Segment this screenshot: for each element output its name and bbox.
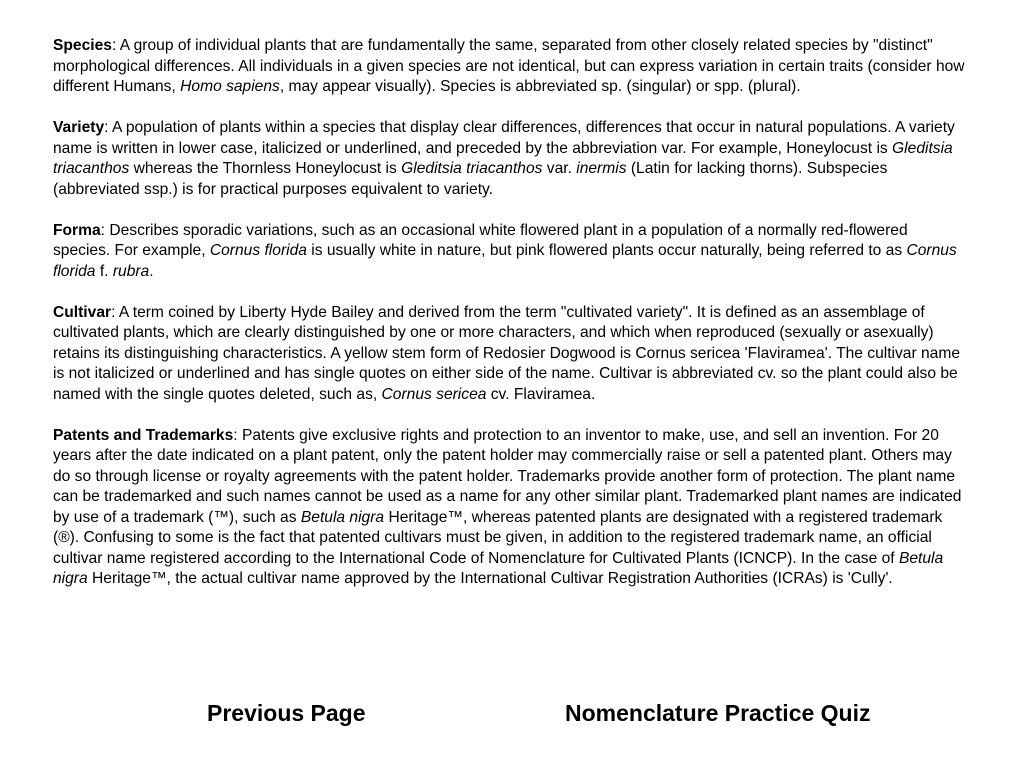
variety-definition: [53, 118, 965, 200]
term-forma: Forma: [53, 221, 101, 239]
previous-page-link[interactable]: Previous Page: [207, 700, 366, 726]
term-cultivar: Cultivar: [53, 303, 112, 321]
cultivar-definition: [53, 303, 965, 406]
definition-body: : A term coined by Liberty Hyde Bailey and derived from the term "cultivated variety". It is defined as an assemblage of cultivated plants, which are clearly distinguished by one or more characters, and which when reproduced (sexually or asexually) retains its distinguishing characteristics. A yellow stem form of Redosier Dogwood is Cornus sericea 'Flaviramea'. The cultivar name is not italicized or underlined and has single quotes on either side of the name. Cultivar is abbreviated cv. so the plant could also be named with the single quotes deleted, such as, Cornus sericea cv. Flaviramea.: [53, 303, 961, 403]
italic-scientific-name: Homo sapiens: [180, 78, 280, 95]
term-species: Species: [53, 37, 112, 54]
definition-body: : A population of plants within a species that display clear differences, differences that occur in natural populations. A variety name is written in lower case, italicized or underlined, and preceded by the abbreviation var. For example, Honeylocust is Gleditsia triacanthos whereas the Thornless Honeylocust is Gleditsia triacanthos var. inermis (Latin for lacking thorns). Subspecies (abbreviated ssp.) is for practical purposes equivalent to variety.: [53, 119, 955, 198]
italic-scientific-name: Betula nigra: [300, 508, 385, 526]
italic-scientific-name: Cornus florida: [209, 242, 307, 259]
page-navigation: [0, 700, 1024, 730]
forma-definition: [53, 221, 965, 283]
italic-scientific-name: rubra: [112, 262, 150, 280]
definition-body: : Describes sporadic variations, such as an occasional white flowered plant in a population of a normally red-flowered species. For example, Cornus florida is usually white in nature, but pink flowered plants occur naturally, being referred to as Cornus florida f. rubra.: [53, 221, 957, 280]
definition-body: : Patents give exclusive rights and protection to an inventor to make, use, and sell an invention. For 20 years after the date indicated on a plant patent, only the patent holder may commercially raise or sell a patented plant. Others may do so through license or royalty agreements with the patent holder. Trademarks provide another form of protection. The plant name can be trademarked and such names cannot be used as a name for any other similar plant. Trademarked plant names are indicated by use of a trademark (™), such as Betula nigra Heritage™, whereas patented plants are designated with a registered trademark (®). Confusing to some is the fact that patented cultivars must be given, in addition to the registered trademark name, an official cultivar name registered according to the International Code of Nomenclature for Cultivated Plants (ICNCP). In the case of Betula nigra Heritage™, the actual cultivar name approved by the International Cultivar Registration Authorities (ICRAs) is 'Cully'.: [53, 426, 962, 587]
nomenclature-quiz-link[interactable]: Nomenclature Practice Quiz: [565, 700, 871, 726]
italic-scientific-name: Gleditsia triacanthos: [53, 139, 953, 177]
definition-body: : A group of individual plants that are fundamentally the same, separated from other closely related species by "distinct" morphological differences. All individuals in a given species are not identical, but can express variation in certain traits (consider how different Humans, Homo sapiens, may appear visually). Species is abbreviated sp. (singular) or spp. (plural).: [53, 37, 965, 95]
term-variety: Variety: [53, 119, 105, 136]
term-patents-trademarks: Patents and Trademarks: [53, 426, 234, 444]
species-definition: [53, 36, 965, 98]
glossary-content: [53, 36, 965, 610]
italic-scientific-name: Betula nigra: [53, 549, 944, 587]
italic-scientific-name: Gleditsia triacanthos: [401, 160, 543, 177]
italic-scientific-name: Cornus florida: [53, 242, 957, 280]
italic-scientific-name: Cornus sericea: [381, 385, 487, 403]
patents-trademarks-definition: [53, 426, 965, 590]
italic-scientific-name: inermis: [576, 160, 627, 177]
